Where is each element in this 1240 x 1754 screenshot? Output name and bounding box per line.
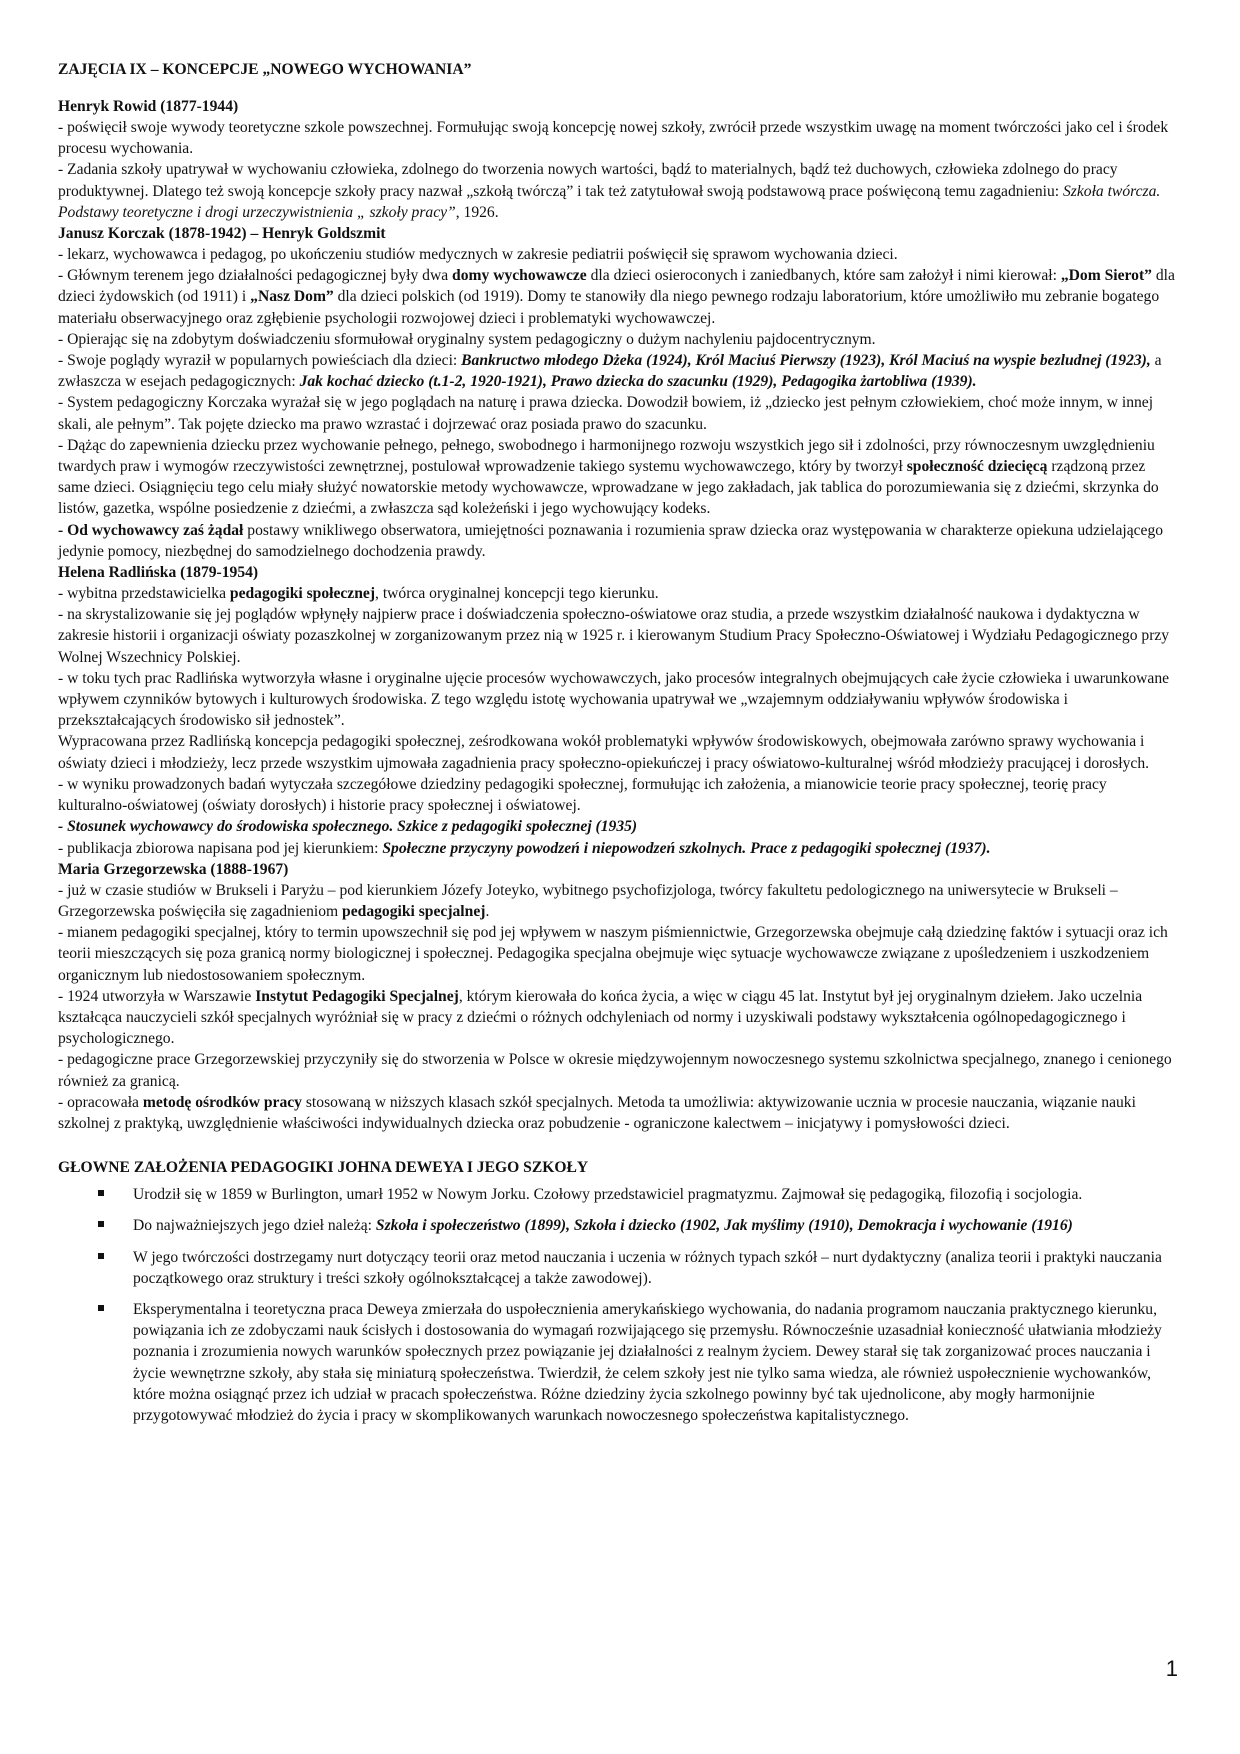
section-radlinska xyxy=(58,562,1178,859)
section-heading-korczak: Janusz Korczak (1878-1942) – Henryk Goldszmit xyxy=(58,225,386,243)
square-bullet-icon xyxy=(98,1253,104,1259)
paragraph xyxy=(58,986,1178,1050)
bold-term: Instytut Pedagogiki Specjalnej xyxy=(255,987,459,1005)
text-run: - już w czasie studiów w Brukseli i Paryżu – pod kierunkiem Józefy Joteyko, wybitnego psychofizjologa, twórcy fakultetu pedologicznego na uniwersytecie w Brukseli – Grzegorzewska poświęciła się zagadnieniom xyxy=(58,881,1118,920)
text-run: - Dążąc do zapewnienia dziecku przez wychowanie pełnego, pełnego, swobodnego i harmonijnego rozwoju wszystkich jego sił i zdolności, przy równoczesnym uwzględnieniu twardych praw i wymogów rzeczywistości zewnętrznej, postulował wprowadzenie takiego systemu wychowawczego, który by tworzył xyxy=(58,436,1155,476)
section-korczak xyxy=(58,223,1178,562)
paragraph xyxy=(58,265,1178,329)
paragraph: - mianem pedagogiki specjalnej, który to termin upowszechnił się pod jej wpływem w naszym piśmiennictwie, Grzegorzewska obejmuje całą dziedzinę faktów i sytuacji oraz ich teorii mieszczących się poza granicą normy biologicznej i społecznej. Pedagogika specjalna obejmuje więc sytuacje wychowawcze związane z upośledzeniem i uszkodzeniem organicznym lub niedostosowaniem społecznym. xyxy=(58,924,1168,984)
paragraph xyxy=(58,435,1178,520)
paragraph: - pedagogiczne prace Grzegorzewskiej przyczyniły się do stworzenia w Polsce w okresie międzywojennym nowoczesnego systemu szkolnictwa specjalnego, znanego i cenionego również za granicą. xyxy=(58,1051,1172,1090)
text-run: , 1926. xyxy=(455,203,499,221)
bold-term: społeczność dziecięcą xyxy=(906,458,1048,476)
paragraph xyxy=(58,350,1178,392)
square-bullet-icon xyxy=(98,1305,104,1311)
list-item xyxy=(133,1299,1178,1426)
text-run: Eksperymentalna i teoretyczna praca Deweya zmierzała do uspołecznienia amerykańskiego wychowania, do nadania programom nauczania praktycznego kierunku, powiązania ich ze zdobyczami nauk ścisłych i dostosowania do wymagań rozwijającego się przemysłu. Równocześnie uzasadniał konieczność ułatwiania młodzieży poznania i zrozumienia nowych warunków społecznych przez powiązanie jej działalności z realnym życiem. Dewey starał się tak zorganizować proces nauczania i życie wewnętrzne szkoły, aby stała się miniaturą społeczeństwa. Twierdził, że celem szkoły jest nie tylko sama wiedza, ale również uspołecznienie wychowanków, które można osiągnąć przez ich udział w pracach społeczeństwa. Różne dziedziny życia szkolnego powinny być tak ujednolicone, aby mogły harmonijnie przygotowywać młodzież do życia i pracy w skomplikowanych warunkach nowoczesnego społeczeństwa kapitalistycznego. xyxy=(133,1300,1162,1424)
text-run: Urodził się w 1859 w Burlington, umarł 1952 w Nowym Jorku. Czołowy przedstawiciel pragmatyzmu. Zajmował się pedagogiką, filozofią i socjologia. xyxy=(133,1186,1083,1204)
book-title: Szkoła i społeczeństwo (1899), Szkoła i dziecko (1902, Jak myślimy (1910), Demokracja i wychowanie (1916) xyxy=(375,1217,1073,1235)
paragraph: - poświęcił swoje wywody teoretyczne szkole powszechnej. Formułując swoją koncepcję nowej szkoły, zwrócił przede wszystkim uwagę na moment twórczości jako cel i środek procesu wychowania. xyxy=(58,119,1169,158)
paragraph: - na skrystalizowanie się jej poglądów wpłynęły najpierw prace i doświadczenia społeczno-oświatowe oraz studia, a przede wszystkim działalność naukowa i dydaktyczna w zakresie historii i organizacji oświaty pozaszkolnej w zorganizowanym przez nią w 1925 r. i kierowanym Studium Pracy Społeczno-Oświatowej i Wydziału Pedagogicznego przy Wolnej Wszechnicy Polskiej. xyxy=(58,606,1170,666)
text-run: , którym kierowała do końca życia, a więc w ciągu 45 lat. Instytut był jej oryginalnym dziełem. Jako uczelnia kształcąca nauczycieli szkół specjalnych wyróżniał się w pracy z dziećmi o różnych odchyleniach od normy i uzyskiwali podstawy wykształcenia ogólnopedagogicznego i psychologicznego. xyxy=(58,987,1143,1048)
text-run: postawy wnikliwego obserwatora, umiejętności poznawania i rozumienia spraw dziecka oraz występowania w charakterze opiekuna udzielającego jedynie pomocy, niezbędnej do samodzielnego dochodzenia prawdy. xyxy=(58,521,1164,560)
text-run: - Głównym terenem jego działalności pedagogicznej były dwa xyxy=(58,267,453,285)
bold-term: domy wychowawcze xyxy=(452,267,587,285)
paragraph xyxy=(58,583,1178,604)
text-run: - Swoje poglądy wyraził w popularnych powieściach dla dzieci: xyxy=(58,352,462,370)
list-item xyxy=(133,1215,1178,1236)
bold-term: pedagogiki specjalnej xyxy=(342,902,486,920)
section-heading-rowid: Henryk Rowid (1877-1944) xyxy=(58,98,239,115)
text-run: - opracowała xyxy=(58,1093,143,1111)
list-item xyxy=(133,1247,1178,1289)
paragraph: - System pedagogiczny Korczaka wyrażał się w jego poglądach na naturę i prawa dziecka. Dowodził bowiem, iż „dziecko jest pełnym człowiekiem, choć może innym, w innej skali, ale pełnym”. Tak pojęte dziecko ma prawo wzrastać i dojrzewać oraz posiada prawo do szacunku. xyxy=(58,394,1154,433)
text-run: W jego twórczości dostrzegamy nurt dotyczący teorii oraz metod nauczania i uczenia w różnych typach szkół – nurt dydaktyczny (analiza teorii i praktyki nauczania początkowego oraz struktury i treści szkoły ogólnokształcącej a także zawodowej). xyxy=(133,1248,1162,1287)
bold-term: „Nasz Dom” xyxy=(250,288,334,306)
section-dewey xyxy=(58,1158,1178,1426)
bold-term: - Od wychowawcy zaś żądał xyxy=(58,521,244,539)
section-heading-grzegorzewska: Maria Grzegorzewska (1888-1967) xyxy=(58,860,289,878)
paragraph: - Opierając się na zdobytym doświadczeniu sformułował oryginalny system pedagogiczny o dużym nachyleniu pajdocentrycznym. xyxy=(58,330,876,348)
paragraph xyxy=(58,1092,1178,1134)
paragraph: - w toku tych prac Radlińska wytworzyła własne i oryginalne ujęcie procesów wychowawczych, jako procesów integralnych obejmujących całe życie człowieka i uwarunkowane wpływem czynników bytowych i kulturowych środowiska. Z tego względu istotę wychowania upatrywał we „wzajemnym oddziaływaniu wpływów środowiska i przekształcających środowisko sił jednostek”. xyxy=(58,669,1170,730)
bold-term: pedagogiki społecznej xyxy=(229,585,376,603)
square-bullet-icon xyxy=(98,1190,104,1196)
page-number: 1 xyxy=(1165,1656,1178,1681)
section-heading-radlinska: Helena Radlińska (1879-1954) xyxy=(58,564,259,582)
text-run: stosowaną w niższych klasach szkół specjalnych. Metoda ta umożliwia: aktywizowanie ucznia w procesie nauczania, wiązanie nauki szkolnej z praktyką, uwzględnienie właściwości indywidualnych dziecka oraz pobudzenie - ograniczone kalectwem – inicjatywy i pomysłowości dzieci. xyxy=(58,1093,1136,1132)
text-run: dla dzieci osieroconych i zaniedbanych, które sam założył i nimi kierował: xyxy=(586,267,1061,285)
text-run: - 1924 utworzyła w Warszawie xyxy=(58,987,256,1005)
text-run: - publikacja zbiorowa napisana pod jej kierunkiem: xyxy=(58,839,383,857)
paragraph: - lekarz, wychowawca i pedagog, po ukończeniu studiów medycznych w zakresie pediatrii poświęcił się sprawom wychowania dzieci. xyxy=(58,246,898,264)
paragraph: - Stosunek wychowawcy do środowiska społecznego. Szkice z pedagogiki społecznej (1935) xyxy=(58,818,638,836)
square-bullet-icon xyxy=(98,1221,104,1227)
text-run: rządzoną przez same dzieci. Osiągnięciu tego celu miały służyć nowatorskie metody wychowawcze, wprowadzane w jego zakładach, jak tablica do porozumiewania się z dziećmi, skrzynka do listów, gazetka, wspólne posiedzenie z dziećmi, a zwłaszcza sąd koleżeński i jego wychowujący kodeks. xyxy=(58,458,1159,518)
paragraph xyxy=(58,159,1178,223)
text-run: - Zadania szkoły upatrywał w wychowaniu człowieka, zdolnego do tworzenia nowych wartości, bądź to materialnych, bądź też duchowych, człowieka zdolnego do pracy produktywnej. Dlatego też swoją koncepcje szkoły pracy nazwał „szkołą twórczą” i tak też zatytułował swoją podstawową prace poświęconą temu zagadnieniu: xyxy=(58,161,1118,200)
section-rowid xyxy=(58,96,1178,223)
paragraph: Wypracowana przez Radlińską koncepcja pedagogiki społecznej, ześrodkowana wokół problematyki wpływów środowiskowych, obejmowała zarówno sprawy wychowania i oświaty dzieci i młodzieży, lecz przede wszystkim ujmowała zagadnienia pracy społeczno-opiekuńczej i pracy oświatowo-kulturalnej wśród młodzieży pracującej i dorosłych. xyxy=(58,733,1150,772)
book-title: Szkoła twórcza. Podstawy teoretyczne i drogi urzeczywistnienia „ szkoły pracy” xyxy=(58,182,1161,221)
section-heading-dewey: GŁOWNE ZAŁOŻENIA PEDAGOGIKI JOHNA DEWEYA I JEGO SZKOŁY xyxy=(58,1159,589,1177)
book-title: Jak kochać dziecko (t.1-2, 1920-1921), Prawo dziecka do szacunku (1929), Pedagogika żartobliwa (1939). xyxy=(299,373,977,391)
paragraph xyxy=(58,880,1178,922)
book-title: Bankructwo młodego Dżeka (1924), Król Maciuś Pierwszy (1923), Król Maciuś na wyspie bezludnej (1923), xyxy=(461,352,1151,370)
bold-term: metodę ośrodków pracy xyxy=(142,1093,302,1111)
section-grzegorzewska xyxy=(58,859,1178,1134)
text-run: - wybitna przedstawicielka xyxy=(58,585,230,603)
bullet-list xyxy=(58,1184,1178,1426)
text-run: dla dzieci polskich (od 1919). Domy te stanowiły dla niego pewnego rodzaju laboratorium, które umożliwiło mu zebranie bogatego materiału obserwacyjnego oraz zgłębienie psychologii rozwojowej dzieci i problematyki wychowawczej. xyxy=(58,288,1160,327)
book-title: Społeczne przyczyny powodzeń i niepowodzeń szkolnych. Prace z pedagogiki społecznej (1937). xyxy=(382,839,991,857)
text-run: Do najważniejszych jego dzieł należą: xyxy=(133,1217,376,1235)
document-title: ZAJĘCIA IX – KONCEPCJE „NOWEGO WYCHOWANIA” xyxy=(58,61,472,78)
paragraph xyxy=(58,838,1178,859)
paragraph xyxy=(58,520,1178,562)
text-run: a zwłaszcza w esejach pedagogicznych: xyxy=(58,352,1162,391)
paragraph: - w wyniku prowadzonych badań wytyczała szczegółowe dziedziny pedagogiki społecznej, formułując ich założenia, a mianowicie teorie pracy społecznej, teorię pracy kulturalno-oświatowej (oświaty dorosłych) i historie pracy społecznej i oświatowej. xyxy=(58,775,1107,815)
text-run: . xyxy=(485,902,490,920)
bold-term: „Dom Sierot” xyxy=(1060,267,1152,285)
text-run: dla dzieci żydowskich (od 1911) i xyxy=(58,267,1175,306)
list-item xyxy=(133,1184,1178,1205)
text-run: , twórca oryginalnej koncepcji tego kierunku. xyxy=(375,585,659,603)
